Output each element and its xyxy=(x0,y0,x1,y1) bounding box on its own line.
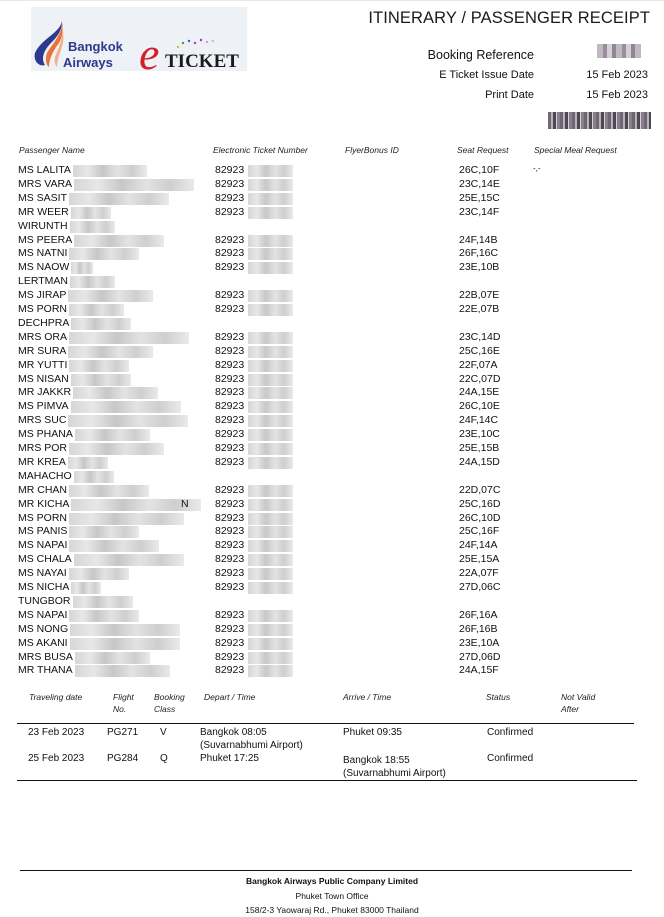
col-status: Status xyxy=(486,692,511,702)
name-redaction xyxy=(69,304,124,316)
col-not-valid-after xyxy=(561,691,595,715)
flight-1-arrive: Phuket 09:35 xyxy=(343,727,402,738)
col-booking-class-line2: Class xyxy=(154,704,176,714)
name-redaction xyxy=(69,540,159,552)
ticket-number: 82923 xyxy=(215,455,245,468)
passenger-name: MS PIMVA xyxy=(18,400,69,413)
passenger-row xyxy=(0,164,664,178)
ticket-redaction xyxy=(248,638,293,650)
col-flight-no-line2: No. xyxy=(113,704,127,714)
name-redaction xyxy=(70,624,180,636)
name-redaction xyxy=(75,665,170,677)
passenger-name: MRS BUSA xyxy=(18,650,73,663)
name-redaction xyxy=(69,443,164,455)
passenger-name: MR CHAN xyxy=(18,483,67,496)
name-redaction xyxy=(69,193,169,205)
seat-request: 22A,07F xyxy=(459,567,499,580)
name-redaction xyxy=(69,360,129,372)
passenger-row xyxy=(0,386,664,400)
ticket-number: 82923 xyxy=(215,511,245,524)
svg-text:e: e xyxy=(139,28,160,71)
passenger-name-suffix: N xyxy=(181,497,189,510)
passenger-row xyxy=(0,512,664,526)
col-booking-class-line1: Booking xyxy=(154,692,185,702)
passenger-name: MAHACHO xyxy=(18,469,72,482)
passenger-name: MS NATNI xyxy=(18,247,68,260)
passenger-name: MR THANA xyxy=(18,664,73,677)
svg-text:Airways: Airways xyxy=(63,55,113,70)
seat-request: 25E,15A xyxy=(459,553,500,566)
footer-divider xyxy=(20,870,632,871)
seat-request: 22E,07B xyxy=(459,303,500,315)
seat-request: 24A,15E xyxy=(459,386,500,399)
seat-request: 26C,10D xyxy=(459,511,501,524)
ticket-number: 82923 xyxy=(215,400,245,413)
ticket-number: 82923 xyxy=(215,650,245,663)
ticket-redaction xyxy=(248,387,293,399)
name-redaction xyxy=(74,235,164,247)
col-flyerbonus-id: FlyerBonus ID xyxy=(345,145,399,155)
flight-1-depart: Bangkok 08:05 xyxy=(200,727,267,738)
seat-request: 24F,14A xyxy=(459,539,498,552)
passenger-row xyxy=(0,373,664,387)
ticket-redaction xyxy=(248,374,293,386)
flight-2-depart: Phuket 17:25 xyxy=(200,753,259,764)
ticket-number: 82923 xyxy=(215,636,245,649)
passenger-row xyxy=(0,664,664,678)
ticket-number: 82923 xyxy=(215,553,245,566)
passenger-name: MR KREA xyxy=(18,455,66,468)
col-nva-line2: After xyxy=(561,704,579,714)
flight-2-date: 25 Feb 2023 xyxy=(28,753,85,764)
seat-request: 26F,16B xyxy=(459,622,498,635)
name-redaction xyxy=(74,554,184,566)
ticket-redaction xyxy=(248,513,293,525)
passenger-name: WIRUNTH xyxy=(18,219,68,232)
page-top-border xyxy=(0,0,664,1)
ticket-redaction xyxy=(248,262,293,274)
document-title: ITINERARY / PASSENGER RECEIPT xyxy=(368,9,650,27)
passenger-name: MS JIRAP xyxy=(18,289,67,302)
ticket-number: 82923 xyxy=(215,525,245,538)
passenger-row xyxy=(0,345,664,359)
col-flight-no-line1: Flight xyxy=(113,692,134,702)
flight-1-status: Confirmed xyxy=(487,727,534,738)
seat-request: 24A,15D xyxy=(459,455,500,468)
passenger-row xyxy=(0,206,664,220)
ticket-redaction xyxy=(248,235,293,247)
seat-request: 24F,14C xyxy=(459,414,499,427)
ticket-redaction xyxy=(248,332,293,344)
name-redaction xyxy=(75,429,150,441)
passenger-row xyxy=(0,220,664,234)
ticket-number: 82923 xyxy=(215,247,245,260)
ticket-redaction xyxy=(248,207,293,219)
flight-1-depart-airport: (Suvarnabhumi Airport) xyxy=(200,740,303,751)
ticket-redaction xyxy=(248,624,293,636)
passenger-row xyxy=(0,317,664,331)
ticket-number: 82923 xyxy=(215,497,245,510)
ticket-redaction xyxy=(248,652,293,664)
flight-header-divider xyxy=(17,723,634,724)
passenger-name: MS PHANA xyxy=(18,428,73,441)
ticket-redaction xyxy=(248,526,293,538)
seat-request: 27D,06C xyxy=(459,581,501,593)
name-redaction xyxy=(71,262,93,274)
passenger-name: MS NONG xyxy=(18,622,69,635)
passenger-name: MRS VARA xyxy=(18,177,73,190)
passenger-row xyxy=(0,331,664,345)
ticket-number: 82923 xyxy=(215,442,245,454)
passenger-name: MS SASIT xyxy=(18,191,68,204)
seat-request: 23E,10A xyxy=(459,636,500,649)
passenger-row xyxy=(0,303,664,317)
seat-request: 24F,14B xyxy=(459,233,498,246)
ticket-number: 82923 xyxy=(215,428,245,441)
passenger-name: MS NAOW xyxy=(18,261,70,274)
name-redaction xyxy=(70,276,115,288)
ticket-redaction xyxy=(248,540,293,552)
footer-address: 158/2-3 Yaowaraj Rd., Phuket 83000 Thailand xyxy=(245,905,419,915)
ticket-number: 82923 xyxy=(215,372,245,385)
seat-request: 26C,10F xyxy=(459,164,500,176)
name-redaction xyxy=(69,526,139,538)
col-arrive-time: Arrive / Time xyxy=(343,692,392,702)
passenger-name: MS CHALA xyxy=(18,553,72,566)
bangkok-airways-eticket-logo xyxy=(31,7,247,71)
name-redaction xyxy=(69,332,189,344)
seat-request: 23C,14F xyxy=(459,205,500,218)
seat-request: 23E,10C xyxy=(459,428,500,441)
passenger-row xyxy=(0,581,664,595)
ticket-number: 82923 xyxy=(215,289,245,302)
name-redaction xyxy=(70,221,115,233)
passenger-row xyxy=(0,428,664,442)
print-date-value: 15 Feb 2023 xyxy=(586,89,648,101)
flight-1-class: V xyxy=(160,727,167,738)
passenger-row xyxy=(0,178,664,192)
ticket-number: 82923 xyxy=(215,303,245,315)
name-redaction xyxy=(69,568,129,580)
print-date-label: Print Date xyxy=(485,89,534,101)
ticket-redaction xyxy=(248,665,293,677)
ticket-number: 82923 xyxy=(215,567,245,580)
seat-request: 25E,15C xyxy=(459,191,500,204)
ticket-number: 82923 xyxy=(215,581,245,593)
passenger-row xyxy=(0,539,664,553)
col-ticket-number: Electronic Ticket Number xyxy=(213,145,308,155)
flight-2-status: Confirmed xyxy=(487,753,534,764)
name-redaction xyxy=(68,457,108,469)
passenger-name: MS NAYAI xyxy=(18,567,67,580)
ticket-redaction xyxy=(248,415,293,427)
ticket-redaction xyxy=(248,610,293,622)
ticket-number: 82923 xyxy=(215,483,245,496)
name-redaction xyxy=(68,415,188,427)
flight-1-date: 23 Feb 2023 xyxy=(28,727,85,738)
seat-request: 22B,07E xyxy=(459,289,500,302)
seat-request: 25C,16F xyxy=(459,525,500,538)
passenger-name: MRS ORA xyxy=(18,330,68,343)
passenger-row xyxy=(0,484,664,498)
ticket-redaction xyxy=(248,582,293,594)
ticket-redaction xyxy=(248,568,293,580)
col-depart-time: Depart / Time xyxy=(204,692,256,702)
special-meal: -,- xyxy=(533,164,541,173)
seat-request: 23E,10B xyxy=(459,261,500,274)
passenger-name: MR JAKKR xyxy=(18,386,72,399)
flight-1-number: PG271 xyxy=(107,727,139,738)
passenger-name: MR YUTTI xyxy=(18,358,68,371)
ticket-redaction xyxy=(248,457,293,469)
name-redaction xyxy=(68,290,153,302)
seat-request: 23C,14E xyxy=(459,177,500,190)
passenger-row xyxy=(0,498,664,512)
passenger-name: MS NAPAI xyxy=(18,539,68,552)
ticket-number: 82923 xyxy=(215,164,245,176)
passenger-name: MR WEER xyxy=(18,205,69,218)
passenger-row xyxy=(0,247,664,261)
passenger-name: MRS POR xyxy=(18,442,68,454)
passenger-row xyxy=(0,275,664,289)
ticket-redaction xyxy=(248,554,293,566)
ticket-number: 82923 xyxy=(215,622,245,635)
footer-company: Bangkok Airways Public Company Limited xyxy=(245,876,419,886)
passenger-row xyxy=(0,414,664,428)
passenger-name: MS NISAN xyxy=(18,372,69,385)
passenger-row xyxy=(0,400,664,414)
barcode-redacted xyxy=(548,112,651,129)
seat-request: 22D,07C xyxy=(459,483,501,496)
ticket-redaction xyxy=(248,499,293,511)
passenger-row xyxy=(0,637,664,651)
col-special-meal: Special Meal Request xyxy=(534,145,617,155)
name-redaction xyxy=(68,346,153,358)
issue-date-label: E Ticket Issue Date xyxy=(439,69,534,81)
passenger-name: DECHPRA xyxy=(18,316,70,329)
ticket-redaction xyxy=(248,179,293,191)
passenger-row xyxy=(0,261,664,275)
passenger-row xyxy=(0,442,664,456)
passenger-row xyxy=(0,567,664,581)
passenger-row xyxy=(0,192,664,206)
ticket-number: 82923 xyxy=(215,261,245,274)
ticket-number: 82923 xyxy=(215,358,245,371)
seat-request: 26C,10E xyxy=(459,400,500,413)
passenger-row xyxy=(0,470,664,484)
name-redaction xyxy=(75,652,150,664)
seat-request: 26F,16A xyxy=(459,608,498,621)
passenger-row xyxy=(0,359,664,373)
name-redaction xyxy=(70,638,180,650)
seat-request: 23C,14D xyxy=(459,330,501,343)
ticket-redaction xyxy=(248,193,293,205)
flight-2-class: Q xyxy=(160,753,168,764)
ticket-number: 82923 xyxy=(215,386,245,399)
ticket-number: 82923 xyxy=(215,414,245,427)
ticket-number: 82923 xyxy=(215,344,245,357)
ticket-redaction xyxy=(248,443,293,455)
passenger-name: MS PEERA xyxy=(18,233,73,246)
passenger-name: MS AKANI xyxy=(18,636,68,649)
passenger-name: MS PORN xyxy=(18,303,68,315)
booking-reference-redacted xyxy=(597,44,641,58)
flight-2-arrive-airport: (Suvarnabhumi Airport) xyxy=(343,768,446,779)
name-redaction xyxy=(69,513,184,525)
issue-date-value: 15 Feb 2023 xyxy=(586,69,648,81)
passenger-row xyxy=(0,553,664,567)
footer-office: Phuket Town Office xyxy=(295,891,369,901)
col-booking-class xyxy=(154,691,185,715)
svg-text:Bangkok: Bangkok xyxy=(68,39,123,54)
seat-request: 25E,15B xyxy=(459,442,500,454)
ticket-number: 82923 xyxy=(215,608,245,621)
ticket-redaction xyxy=(248,165,293,177)
passenger-row xyxy=(0,651,664,665)
passenger-name: TUNGBOR xyxy=(18,594,71,607)
passenger-row xyxy=(0,595,664,609)
ticket-number: 82923 xyxy=(215,664,245,677)
passenger-row xyxy=(0,525,664,539)
ticket-redaction xyxy=(248,248,293,260)
passenger-row xyxy=(0,289,664,303)
ticket-redaction xyxy=(248,290,293,302)
flight-table-bottom-divider xyxy=(17,780,637,781)
ticket-number: 82923 xyxy=(215,539,245,552)
name-redaction xyxy=(71,401,181,413)
ticket-number: 82923 xyxy=(215,177,245,190)
col-nva-line1: Not Valid xyxy=(561,692,596,702)
seat-request: 22C,07D xyxy=(459,372,501,385)
ticket-redaction xyxy=(248,429,293,441)
passenger-name: MS LALITA xyxy=(18,164,71,176)
ticket-number: 82923 xyxy=(215,233,245,246)
seat-request: 25C,16E xyxy=(459,344,500,357)
passenger-row xyxy=(0,456,664,470)
ticket-redaction xyxy=(248,346,293,358)
col-seat-request: Seat Request xyxy=(457,145,509,155)
seat-request: 24A,15F xyxy=(459,664,499,677)
ticket-redaction xyxy=(248,360,293,372)
name-redaction xyxy=(69,248,139,260)
ticket-number: 82923 xyxy=(215,205,245,218)
flight-2-arrive: Bangkok 18:55 xyxy=(343,755,410,766)
ticket-redaction xyxy=(248,485,293,497)
passenger-name: MRS SUC xyxy=(18,414,67,427)
ticket-number: 82923 xyxy=(215,330,245,343)
passenger-row xyxy=(0,234,664,248)
passenger-name: MR KICHA xyxy=(18,497,70,510)
name-redaction xyxy=(73,387,158,399)
seat-request: 27D,06D xyxy=(459,650,501,663)
name-redaction xyxy=(69,610,139,622)
flight-2-number: PG284 xyxy=(107,753,139,764)
col-traveling-date: Traveling date xyxy=(29,692,83,702)
ticket-redaction xyxy=(248,401,293,413)
passenger-name: MS NICHA xyxy=(18,581,70,593)
passenger-name: MS PORN xyxy=(18,511,68,524)
seat-request: 26F,16C xyxy=(459,247,499,260)
name-redaction xyxy=(74,471,114,483)
name-redaction xyxy=(71,582,101,594)
name-redaction xyxy=(71,207,111,219)
ticket-redaction xyxy=(248,304,293,316)
ticket-number: 82923 xyxy=(215,191,245,204)
name-redaction xyxy=(71,374,131,386)
name-redaction xyxy=(73,596,133,608)
airline-logo-icon xyxy=(31,7,247,71)
name-redaction xyxy=(71,318,131,330)
name-redaction xyxy=(74,179,194,191)
svg-text:TICKET: TICKET xyxy=(165,51,239,71)
passenger-name: MR SURA xyxy=(18,344,67,357)
name-redaction xyxy=(69,485,149,497)
name-redaction xyxy=(73,165,147,177)
seat-request: 22F,07A xyxy=(459,358,498,371)
passenger-row xyxy=(0,609,664,623)
passenger-name: MS PANIS xyxy=(18,525,68,538)
col-passenger-name: Passenger Name xyxy=(19,145,85,155)
seat-request: 25C,16D xyxy=(459,497,501,510)
passenger-name: MS NAPAI xyxy=(18,608,68,621)
col-flight-no xyxy=(113,691,134,715)
booking-reference-label: Booking Reference xyxy=(427,48,534,62)
passenger-name: LERTMAN xyxy=(18,275,68,288)
passenger-row xyxy=(0,623,664,637)
